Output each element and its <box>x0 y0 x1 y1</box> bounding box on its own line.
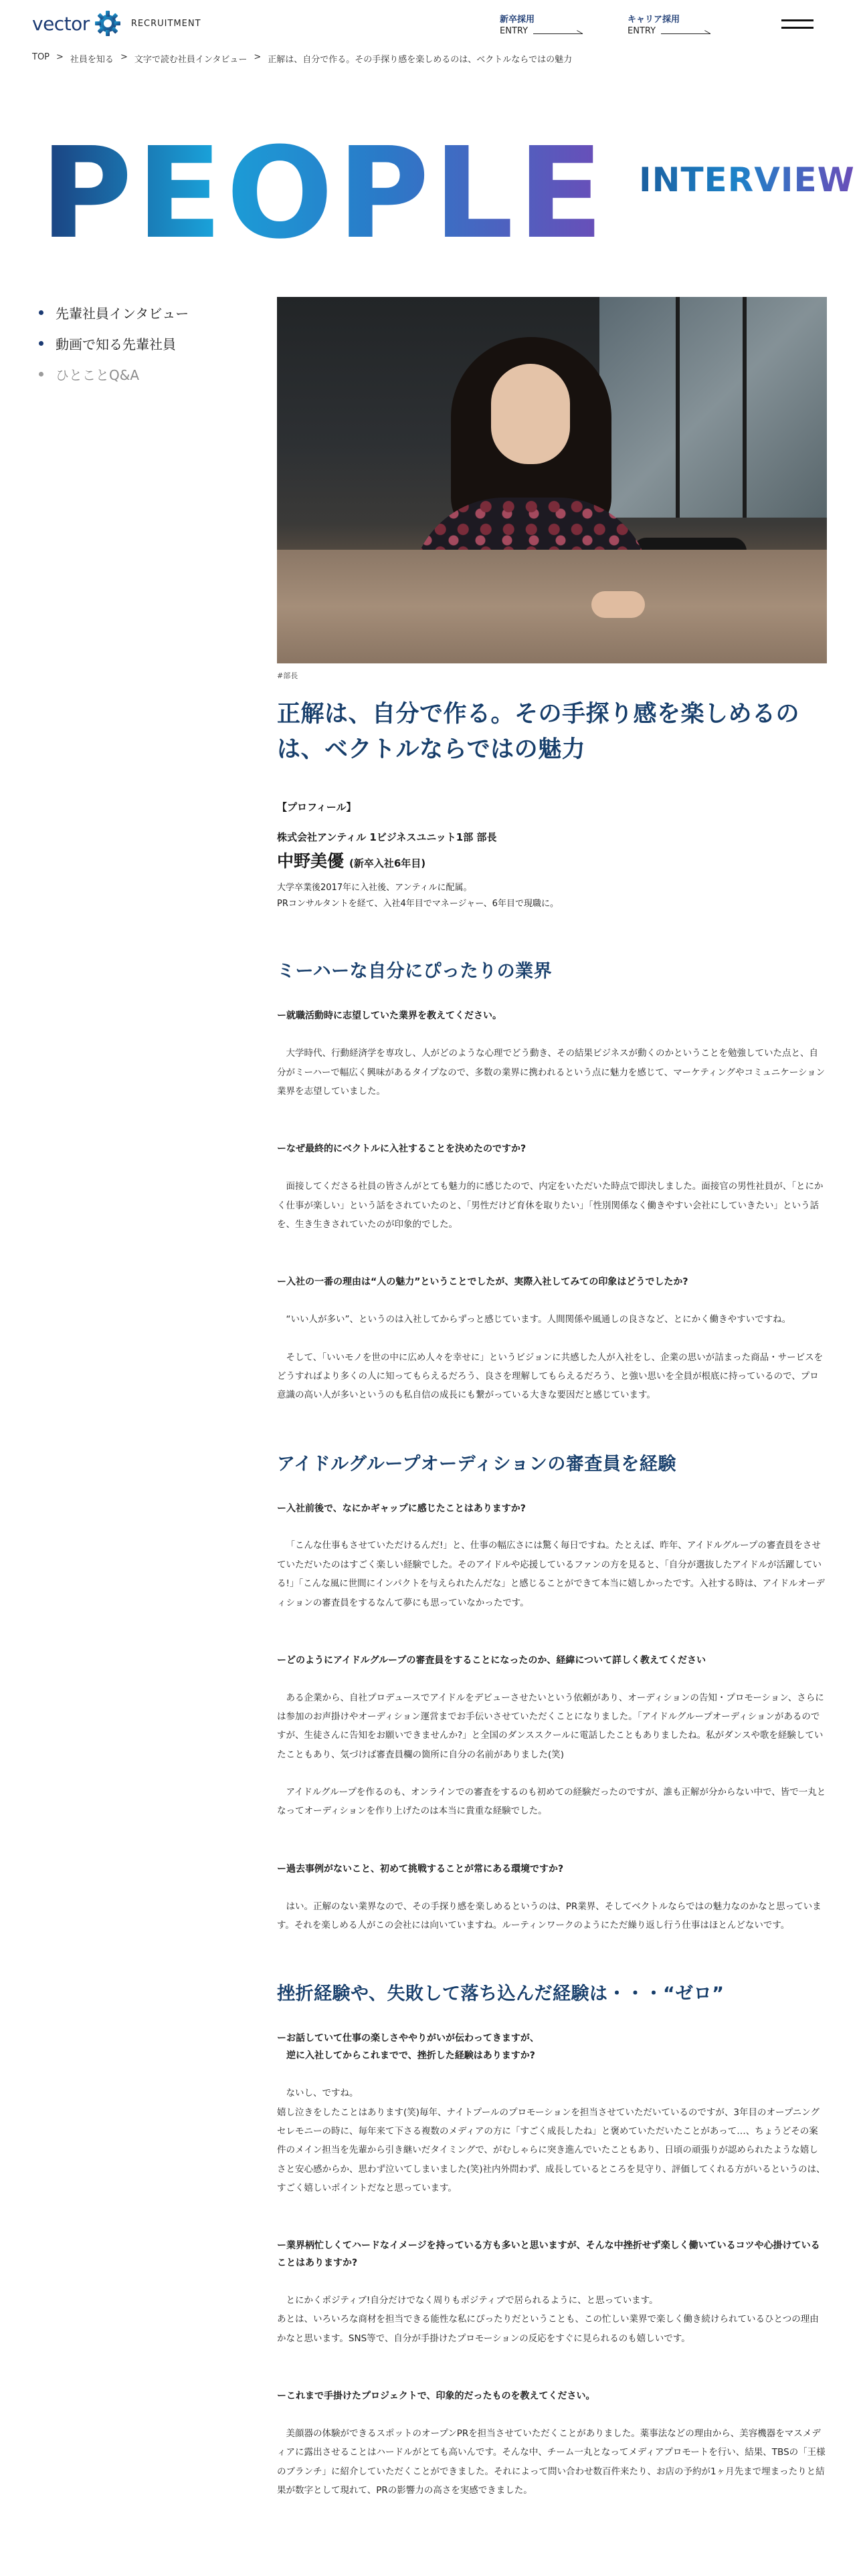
interview-question: ーなぜ最終的にベクトルに入社することを決めたのですか? <box>277 1144 527 1155</box>
interview-answer: そして、「いいモノを世の中に広め人々を幸せに」というビジョンに共感した人が入社をし、企業の思いが詰まった商品・サービスをどうすればより多くの人に知ってもらえるだろう、良さを理解してもらえるだろう、と強い思いを全員が根底に持っているので、プロ意識の高い人が多いというのも私自信の成長にも繋がっている大きな要因だと感じています。 <box>277 1352 824 1401</box>
profile-bio-line: 大学卒業後2017年に入社後、アンティルに配属。 <box>277 883 472 893</box>
breadcrumb-top[interactable]: TOP <box>32 52 50 62</box>
bullet-dot-icon <box>39 372 43 377</box>
new-grad-entry-text: ENTRY <box>500 26 529 36</box>
breadcrumb-know-employees[interactable]: 社員を知る <box>70 55 114 65</box>
profile-bio <box>277 880 827 912</box>
profile-company: 株式会社アンティル 1ビジネスユニット1部 部長 <box>277 831 497 844</box>
interview-answer: はい。正解のない業界なので、その手探り感を楽しめるというのは、PR業界、そしてベクトルならではの魅力なのかなと思っています。それを楽しめる人がこの会社には向いていますね。ルーティンワークのようにただ繰り返し行う仕事はほとんどないです。 <box>277 1901 822 1931</box>
interview-answer: アイドルグループを作るのも、オンラインでの審査をするのも初めての経験だったのですが、誰も正解が分からない中で、皆で一丸となってオーディションを作り上げたのは本当に貴重な経験でした。 <box>277 1787 826 1817</box>
article-title: 正解は、自分で作る。その手探り感を楽しめるのは、ベクトルならではの魅力 <box>277 701 800 764</box>
interview-question: ー入社前後で、なにかギャップに感じたことはありますか? <box>277 1503 526 1514</box>
career-entry-link[interactable] <box>628 26 710 36</box>
new-grad-entry-link[interactable] <box>500 26 583 36</box>
interview-answer: とにかくポジティブ!自分だけでなく周りもポジティブで居られるように、と思っています。 あとは、いろいろな商材を担当できる能性な私にぴったりだということも、この忙しい業界で楽しく働き続けられているひとつの理由かなと思います。SNS等で、自分が手掛けたプロモーションの反応をすぐに見られるのも嬉しいです。 <box>277 2295 819 2344</box>
qa-block <box>277 1008 827 1101</box>
interview-question: ー過去事例がないこと、初めて挑戦することが常にある環境ですか? <box>277 1863 564 1874</box>
qa-block <box>277 1274 827 1404</box>
qa-block <box>277 1861 827 1935</box>
site-logo[interactable] <box>32 9 201 37</box>
side-nav-item-senior-interviews[interactable] <box>39 297 189 328</box>
interview-question: ーこれまで手掛けたプロジェクトで、印象的だったものを教えてください。 <box>277 2391 595 2402</box>
qa-block <box>277 1652 827 1821</box>
breadcrumb-separator: > <box>254 52 262 62</box>
side-nav-label: 動画で知る先輩社員 <box>56 336 176 352</box>
qa-block <box>277 1141 827 1234</box>
interview-question: ーどのようにアイドルグループの審査員をすることになったのか、経緯について詳しく教えてください <box>277 1654 706 1666</box>
breadcrumb-current: 正解は、自分で作る。その手探り感を楽しめるのは、ベクトルならではの魅力 <box>268 55 573 65</box>
interview-question: ー就職活動時に志望していた業界を教えてください。 <box>277 1010 502 1022</box>
qa-block <box>277 2388 827 2500</box>
career-entry-text: ENTRY <box>628 26 656 36</box>
interview-answer: ある企業から、自社プロデュースでアイドルをデビューさせたいという依頼があり、オーディションの告知・プロモーション、さらには参加のお声掛けやオーディション運営までお手伝いさせていただくことになりました。「アイドルグループオーディションがあるのですが、生徒さんに告知をお願いできませんか?」と全国のダンススクールに電話したこともありましたね。私がダンスや歌を経験していたこともあり、気づけば審査員欄の箇所に自分の名前がありました(笑) <box>277 1692 824 1760</box>
breadcrumb <box>32 52 572 65</box>
interview-answer: 大学時代、行動経済学を専攻し、人がどのような心理でどう動き、その結果ビジネスが動くのかということを勉強していた点と、自分がミーハーで幅広く興味があるタイプなので、多数の業界に携われるという点に魅力を感じて、マーケティングやコミュニケーション業界を志望していました。 <box>277 1048 826 1097</box>
profile-heading: 【プロフィール】 <box>277 801 357 814</box>
profile-name-row <box>277 848 827 872</box>
interview-question: ー業界柄忙しくてハードなイメージを持っている方も多いと思いますが、そんな中挫折せず楽しく働いているコツや心掛けていることはありますか? <box>277 2240 820 2269</box>
side-nav-item-qa[interactable] <box>39 358 189 389</box>
profile-bio-line: PRコンサルタントを経て、入社4年目でマネージャー、6年目で現職に。 <box>277 899 559 909</box>
site-header <box>0 0 859 48</box>
logo-gear-icon <box>94 9 122 37</box>
interview-photo <box>277 297 827 663</box>
hamburger-menu-icon[interactable] <box>781 17 814 32</box>
breadcrumb-text-interviews[interactable]: 文字で読む社員インタビュー <box>134 55 248 65</box>
breadcrumb-separator: > <box>120 52 128 62</box>
section-heading: アイドルグループオーディションの審査員を経験 <box>277 1453 676 1475</box>
qa-block <box>277 2238 827 2348</box>
breadcrumb-separator: > <box>56 52 64 62</box>
interview-question: ー入社の一番の理由は“人の魅力”ということでしたが、実際入社してみての印象はどうでしたか? <box>277 1277 688 1288</box>
hero-title: PEOPLE <box>40 120 608 267</box>
profile-tenure: (新卒入社6年目) <box>349 857 426 870</box>
qa-block <box>277 2030 827 2197</box>
bullet-dot-icon <box>39 341 43 346</box>
qa-block <box>277 1501 827 1612</box>
hero-subtitle: INTERVIEW <box>639 160 855 199</box>
interview-answer: “いい人が多い”、というのは入社してからずっと感じています。人間関係や風通しの良さなど、とにかく働きやすいですね。 <box>286 1314 791 1325</box>
side-nav-label: 先輩社員インタビュー <box>56 305 189 322</box>
arrow-right-icon <box>533 29 583 34</box>
profile-name: 中野美優 <box>277 851 345 871</box>
new-grad-entry[interactable] <box>500 12 583 36</box>
interview-answer: 面接してくださる社員の皆さんがとても魅力的に感じたので、内定をいただいた時点で即決しました。面接官の男性社員が、「とにかく仕事が楽しい」という話をされていたのと、「男性だけど育休を取りたい」「性別関係なく働きやすい会社にしていきたい」という話を、生き生きされていたのが印象的でした。 <box>277 1181 824 1230</box>
bullet-dot-icon <box>39 310 43 315</box>
interview-question: ーお話していて仕事の楽しさややりがいが伝わってきますが、 逆に入社してからこれまでで、挫折した経験はありますか? <box>277 2033 539 2062</box>
logo-wordmark: vector <box>32 12 90 35</box>
career-entry[interactable] <box>628 12 710 36</box>
interview-answer: 美顔器の体験ができるスポットのオープンPRを担当させていただくことがありました。薬事法などの理由から、美容機器をマスメディアに露出させることはハードルがとても高いんです。そんな中、チーム一丸となってメディアプロモートを行い、結果、TBSの「王様のブランチ」に紹介していただくことができました。それによって問い合わせ数百件来たり、お店の予約が1ヶ月先まで埋まったりと結果が数字として現れて、PRの影響力の高さを実感できました。 <box>277 2428 826 2496</box>
side-nav-item-video-seniors[interactable] <box>39 328 189 358</box>
career-entry-label: キャリア採用 <box>628 15 680 25</box>
logo-subtitle: RECRUITMENT <box>130 18 201 29</box>
side-nav-label: ひとことQ&A <box>56 366 140 383</box>
interview-answer: 「こんな仕事もさせていただけるんだ!」と、仕事の幅広さには驚く毎日ですね。たとえば、昨年、アイドルグループの審査員をさせていただいたのはすごく楽しい経験でした。そのアイドルや応援しているファンの方を見ると、「自分が選抜したアイドルが活躍している!」「こんな風に世間にインパクトを与えられたんだな」と感じることができて本当に嬉しかったです。入社する時は、アイドルオーディションの審査員をするなんて夢にも思っていなかったです。 <box>277 1540 825 1608</box>
side-nav <box>39 297 189 389</box>
photo-caption: #部長 <box>277 671 298 680</box>
article <box>277 297 827 2500</box>
interview-answer: ないし、ですね。 嬉し泣きをしたことはあります(笑)毎年、ナイトプールのプロモーションを担当させていただいているのですが、3年目のオープニングセレモニーの時に、毎年来て下さる複数のメディアの方に「すごく成長したね」と褒めていただいたことがあって…、ちょうどその案件のメイン担当を先輩から引き継いだタイミングで、がむしゃらに突き進んでいたこともあり、日頃の頑張りが認められたような嬉しさと安心感からか、思わず泣いてしまいました(笑)社内外問わず、成長しているところを見守り、評価してくれる方がいるというのは、すごく嬉しいポイントだなと思っています。 <box>277 2088 826 2193</box>
arrow-right-icon <box>661 29 710 34</box>
section-heading: 挫折経験や、失敗して落ち込んだ経験は・・・“ゼロ” <box>277 1983 725 2005</box>
section-heading: ミーハーな自分にぴったりの業界 <box>277 961 553 982</box>
new-grad-entry-label: 新卒採用 <box>500 15 535 25</box>
